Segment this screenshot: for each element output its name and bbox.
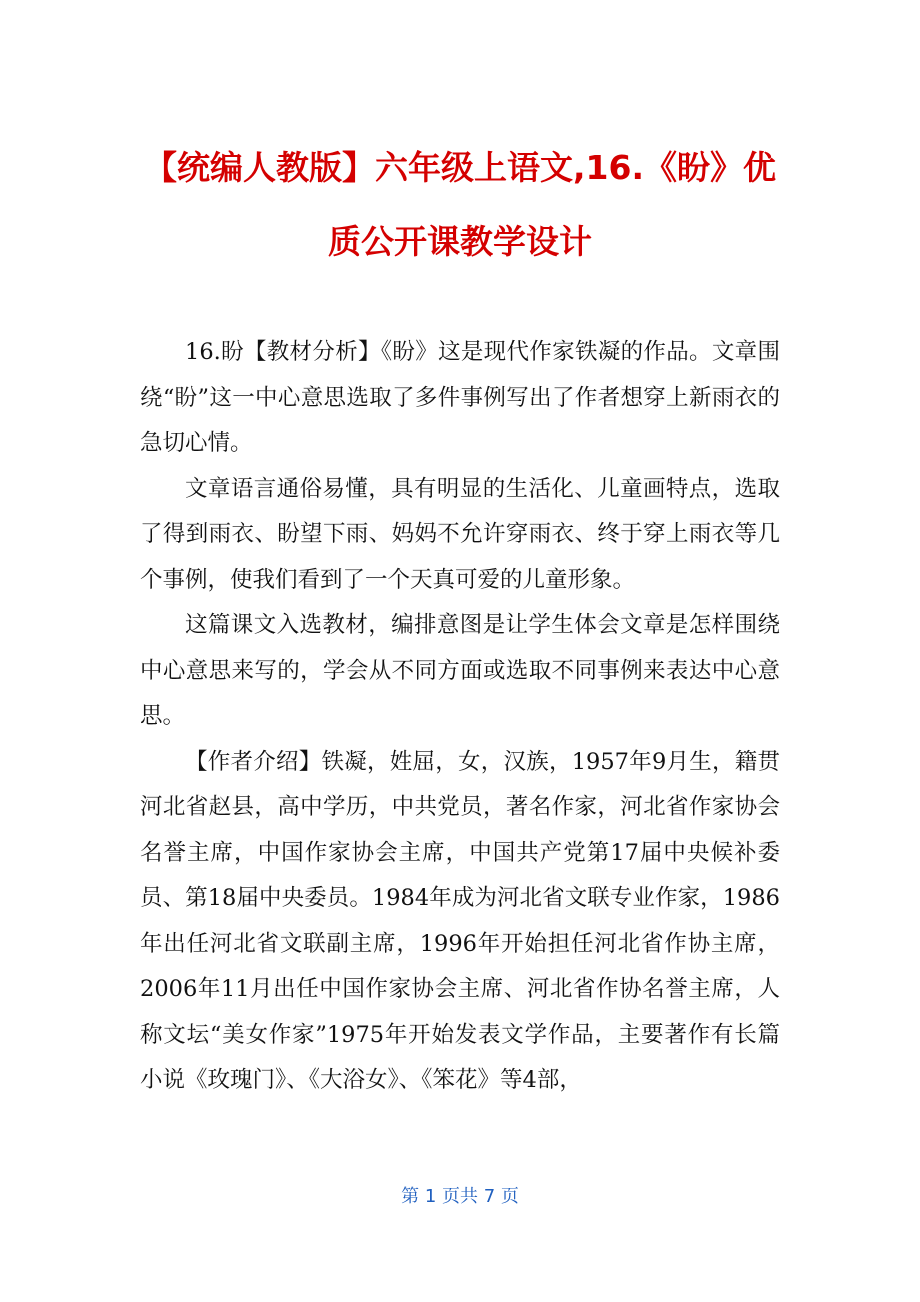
paragraph-material-analysis: 16.盼【教材分析】《盼》这是现代作家铁凝的作品。文章围绕“盼”这一中心意思选取了多件事例写出了作者想穿上新雨衣的急切心情。 <box>140 339 780 456</box>
paragraph-author-intro: 【作者介绍】铁凝，姓屈，女，汉族，1957年9月生，籍贯河北省赵县，高中学历，中共党员，著名作家，河北省作家协会名誉主席，中国作家协会主席，中国共产党第17届中央候补委员、第18届中央委员。1984年成为河北省文联专业作家，1986年出任河北省文联副主席，1996年开始担任河北省作协主席，2006年11月出任中国作家协会主席、河北省作协名誉主席，人称文坛“美女作家”1975年开始发表文学作品，主要著作有长篇小说《玫瑰门》、《大浴女》、《笨花》等4部， <box>140 748 780 1093</box>
paragraph-teaching-intent: 这篇课文入选教材，编排意图是让学生体会文章是怎样围绕中心意思来写的，学会从不同方面或选取不同事例来表达中心意思。 <box>140 612 780 729</box>
paragraph-language-features: 文章语言通俗易懂，具有明显的生活化、儿童画特点，选取了得到雨衣、盼望下雨、妈妈不允许穿雨衣、终于穿上雨衣等几个事例，使我们看到了一个天真可爱的儿童形象。 <box>140 475 780 593</box>
page-number-footer: 第 1 页共 7 页 <box>401 1186 519 1207</box>
document-title-line-1: 【统编人教版】六年级上语文,16.《盼》优 <box>144 148 776 187</box>
document-title-line-2: 质公开课教学设计 <box>328 222 592 261</box>
document-body <box>140 330 780 1104</box>
